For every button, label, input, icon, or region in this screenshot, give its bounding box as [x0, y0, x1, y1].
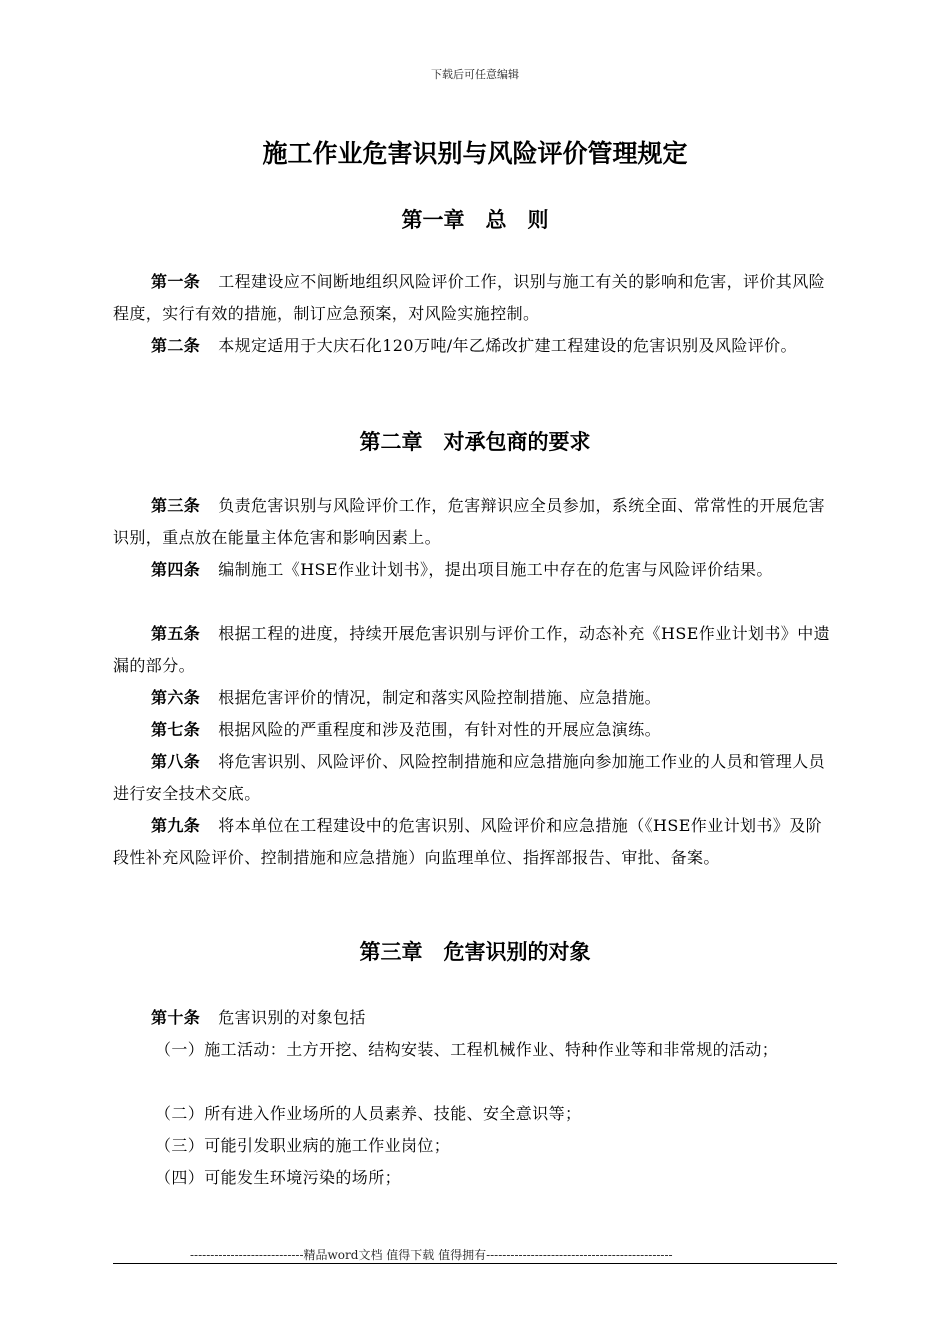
article-10 [113, 1002, 837, 1034]
article-text: 本规定适用于大庆石化120万吨/年乙烯改扩建工程建设的危害识别及风险评价。 [218, 336, 797, 355]
article-text: 根据风险的严重程度和涉及范围，有针对性的开展应急演练。 [218, 720, 662, 739]
article-label: 第二条 [151, 336, 201, 355]
footer-rule [113, 1263, 837, 1264]
article-text: 将危害识别、风险评价、风险控制措施和应急措施向参加施工作业的人员和管理人员进行安全技术交底。 [113, 752, 826, 803]
footer-banner: ----------------------------精品word文档 值得下载 值得拥有---------------------------------------------- [190, 1248, 673, 1262]
article-6 [113, 682, 837, 714]
chapter-1-heading: 第一章 总 则 [401, 208, 549, 232]
article-label: 第七条 [151, 720, 201, 739]
list-item: （四）可能发生环境污染的场所； [155, 1168, 402, 1187]
article-label: 第十条 [151, 1008, 201, 1027]
article-label: 第八条 [151, 752, 201, 771]
article-label: 第九条 [151, 816, 201, 835]
article-text: 编制施工《HSE作业计划书》，提出项目施工中存在的危害与风险评价结果。 [218, 560, 773, 579]
article-4 [113, 554, 837, 586]
article-8 [113, 746, 837, 810]
article-text: 根据危害评价的情况，制定和落实风险控制措施、应急措施。 [218, 688, 662, 707]
article-label: 第一条 [151, 272, 201, 291]
article-text: 工程建设应不间断地组织风险评价工作，识别与施工有关的影响和危害，评价其风险程度，实行有效的措施，制订应急预案，对风险实施控制。 [113, 272, 826, 323]
article-text: 根据工程的进度，持续开展危害识别与评价工作，动态补充《HSE作业计划书》中遗漏的部分。 [113, 624, 830, 675]
list-item: （三）可能引发职业病的施工作业岗位； [155, 1136, 451, 1155]
article-3 [113, 490, 837, 554]
document-title: 施工作业危害识别与风险评价管理规定 [262, 139, 688, 168]
article-label: 第四条 [151, 560, 201, 579]
list-item: （二）所有进入作业场所的人员素养、技能、安全意识等； [155, 1104, 582, 1123]
chapter-2-heading: 第二章 对承包商的要求 [359, 430, 591, 454]
article-label: 第三条 [151, 496, 201, 515]
chapter-3-heading: 第三章 危害识别的对象 [359, 940, 591, 964]
article-2 [113, 330, 837, 362]
article-1 [113, 266, 837, 330]
article-label: 第六条 [151, 688, 201, 707]
article-text: 负责危害识别与风险评价工作，危害辩识应全员参加，系统全面、常常性的开展危害识别，重点放在能量主体危害和影响因素上。 [113, 496, 826, 547]
article-text: 危害识别的对象包括 [218, 1008, 366, 1027]
list-item: （一）施工活动：土方开挖、结构安装、工程机械作业、特种作业等和非常规的活动； [155, 1040, 779, 1059]
article-text: 将本单位在工程建设中的危害识别、风险评价和应急措施（《HSE作业计划书》及阶段性补充风险评价、控制措施和应急措施）向监理单位、指挥部报告、审批、备案。 [113, 816, 822, 867]
article-9 [113, 810, 837, 874]
header-note: 下载后可任意编辑 [431, 68, 519, 81]
article-label: 第五条 [151, 624, 201, 643]
article-7 [113, 714, 837, 746]
article-5 [113, 618, 837, 682]
